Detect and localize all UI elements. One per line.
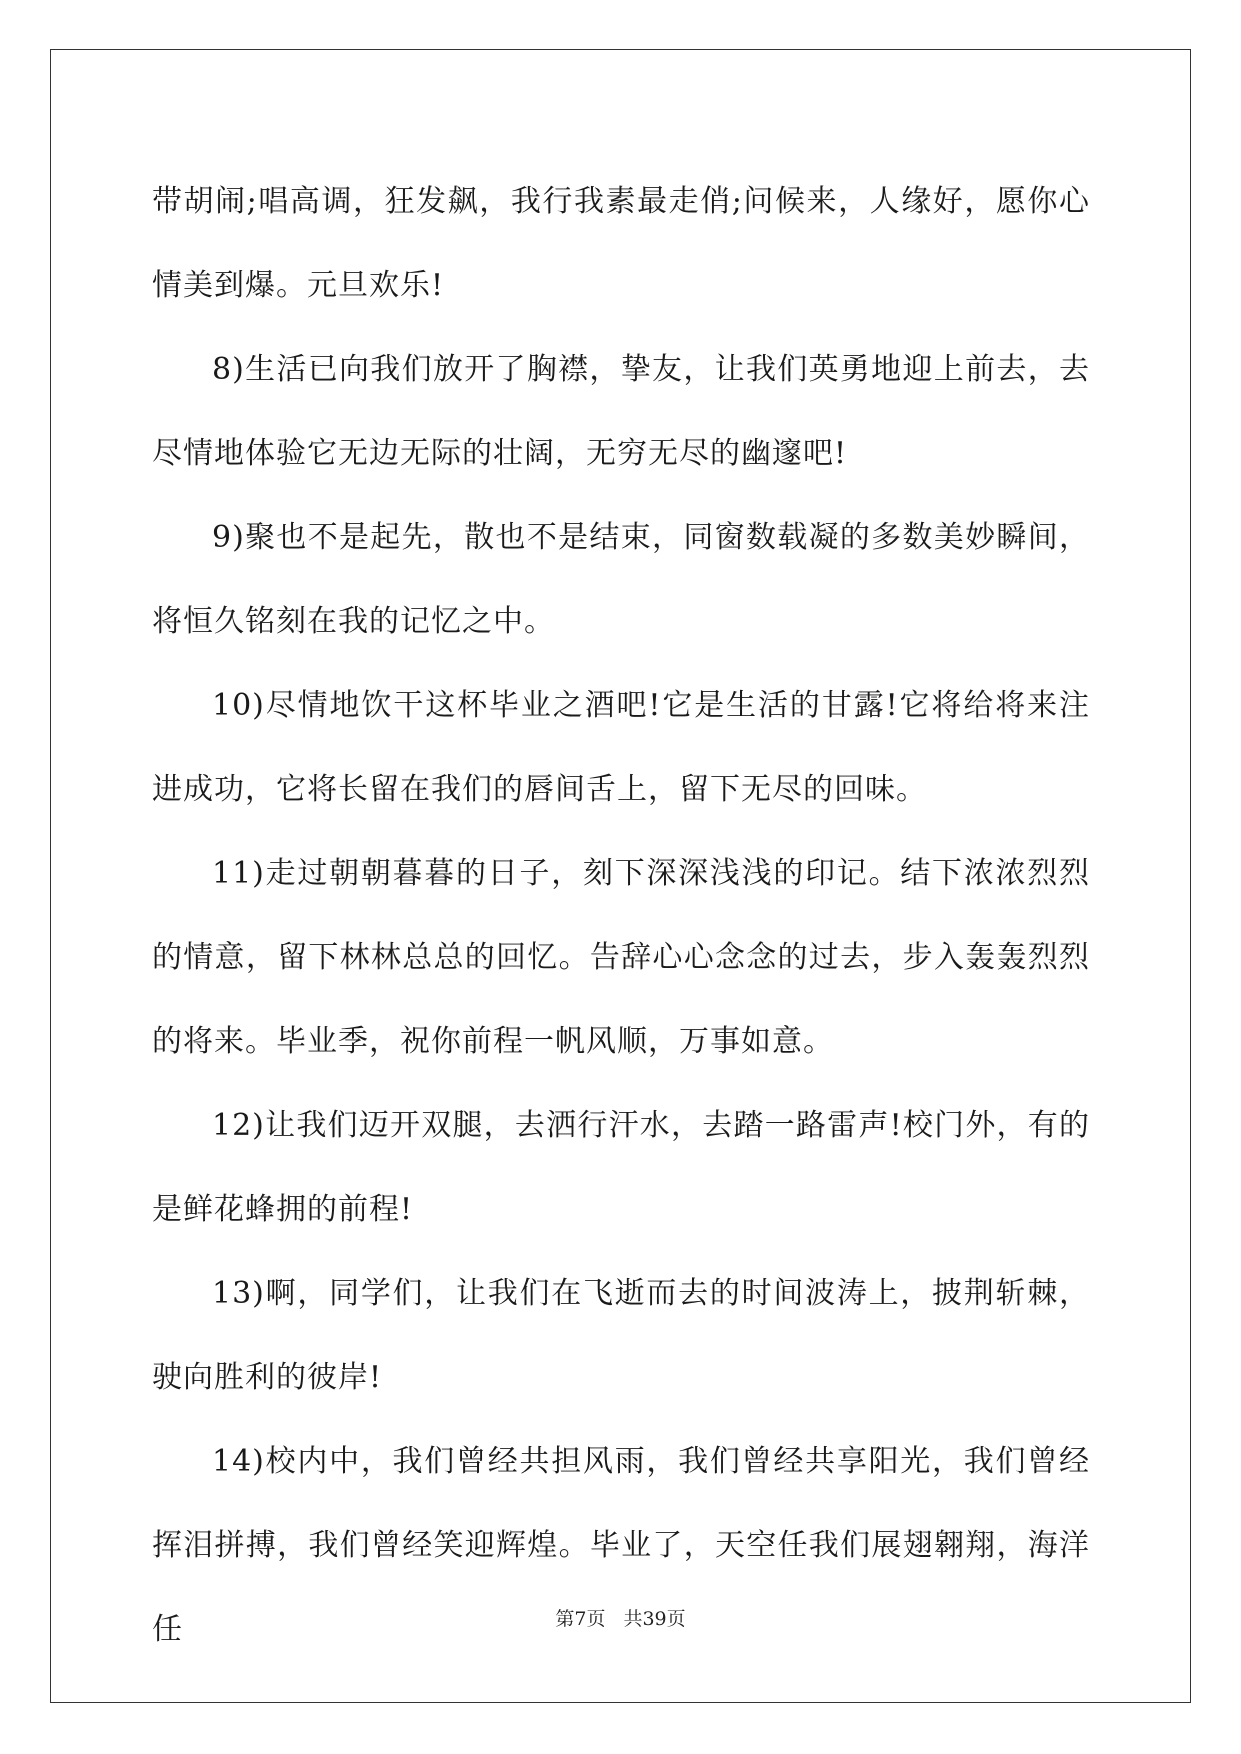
paragraph-continuation: 带胡闹;唱高调，狂发飙，我行我素最走俏;问候来，人缘好，愿你心情美到爆。元旦欢乐! (152, 184, 1090, 303)
paragraph-item-12: 12)让我们迈开双腿，去洒行汗水，去踏一路雷声!校门外，有的是鲜花蜂拥的前程! (152, 1108, 1090, 1227)
page-footer (0, 1604, 1241, 1631)
paragraph-item-11: 11)走过朝朝暮暮的日子，刻下深深浅浅的印记。结下浓浓烈烈的情意，留下林林总总的回忆。告辞心心念念的过去，步入轰轰烈烈的将来。毕业季，祝你前程一帆风顺，万事如意。 (152, 856, 1090, 1059)
paragraph-item-13: 13)啊，同学们，让我们在飞逝而去的时间波涛上，披荆斩棘，驶向胜利的彼岸! (152, 1276, 1090, 1395)
paragraph-item-14: 14)校内中，我们曾经共担风雨，我们曾经共享阳光，我们曾经挥泪拼搏，我们曾经笑迎辉煌。毕业了，天空任我们展翅翱翔，海洋任 (152, 1444, 1090, 1647)
paragraph-item-10: 10)尽情地饮干这杯毕业之酒吧!它是生活的甘露!它将给将来注进成功，它将长留在我们的唇间舌上，留下无尽的回味。 (152, 688, 1090, 807)
paragraph-item-8: 8)生活已向我们放开了胸襟，挚友，让我们英勇地迎上前去，去尽情地体验它无边无际的壮阔，无穷无尽的幽邃吧! (152, 352, 1090, 471)
document-body (152, 160, 1090, 1672)
paragraph-item-9: 9)聚也不是起先，散也不是结束，同窗数载凝的多数美妙瞬间，将恒久铭刻在我的记忆之中。 (152, 520, 1090, 639)
page-number-current: 第7页 (555, 1608, 606, 1630)
page-number-total: 共39页 (623, 1608, 686, 1630)
